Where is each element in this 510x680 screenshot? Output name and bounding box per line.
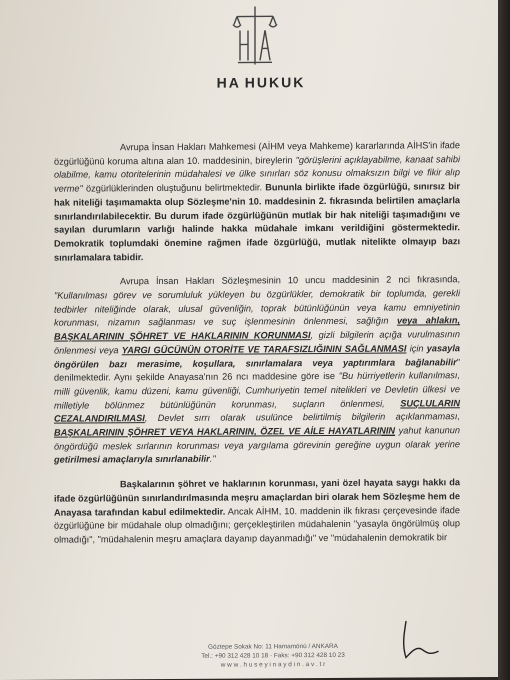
paragraph-2 <box>54 274 460 468</box>
emphasis-run: YARGI GÜCÜNÜN OTORİTE VE TARAFSIZLIĞININ SAĞLANMASI <box>121 343 407 356</box>
emphasis-run: SUÇLULARIN CEZALANDIRILMASI <box>54 397 460 425</box>
text-run: özgürlüklerinden oluştuğunu belirtmektedir. <box>82 182 266 194</box>
quote-run: yahut kanunun öngördüğü meslek sırlarının korunması veya yargılama görevinin gereğine uygun olarak yerine <box>54 425 460 452</box>
handwritten-signature-icon <box>392 615 452 663</box>
quote-run: , Devlet sırrı olarak usulünce belirtilmiş bilgilerin açıklanmaması, <box>144 411 460 424</box>
letterhead-footer <box>168 642 378 670</box>
bold-run: yasayla öngörülen bazı merasime, koşullara, sınırlamalara veya yaptırımlara bağlanabilir <box>54 343 460 370</box>
page-edge-shadow <box>498 0 510 680</box>
bold-run: Başkalarının şöhret ve haklarının korunması, yani özel hayata saygı hakkı da ifade özgürlüğünün sınırlandırılmasında meşru amaçlardan biri olarak hem Sözleşme hem de Anayasa tarafından kabul edilmektedir. <box>54 477 460 518</box>
brand-wordmark <box>196 74 326 91</box>
bold-run: getirilmesi amaçlarıyla sınırlanabilir <box>54 454 210 466</box>
text-run: Avrupa İnsan Hakları Mahkemesi (AİHM veya Mahkeme) kararlarında AİHS'in ifade özgürlüğünü koruma altına alan 10. maddesinin, bireylerin <box>54 140 460 167</box>
paragraph-3 <box>54 476 460 547</box>
document-body <box>54 139 460 558</box>
paragraph-1 <box>54 139 460 265</box>
text-run: " denilmektedir. Aynı şekilde Anayasa'nın 26 ncı maddesine göre ise <box>54 356 460 383</box>
brand-name-ha: HA <box>216 74 241 91</box>
quote-run: için <box>406 343 427 354</box>
quote-run: , gizli bilgilerin açığa vurulmasının önlenmesi veya <box>54 329 460 356</box>
quote-run: "Bu hürriyetlerin kullanılması, milli güvenlik, kamu düzeni, kamu güvenliği, Cumhuriyetin temel nitelikleri ve Devletin ülkesi ve milletiyle bölünmez bütünlüğünün korunması, suçların önlenmesi, <box>54 370 460 411</box>
scales-of-justice-logo-icon <box>232 4 278 66</box>
footer-website: w w w . h u s e y i n a y d i n . a v . t r <box>220 661 326 669</box>
text-run: Ancak AİHM, 10. maddenin ilk fıkrası çerçevesinde ifade özgürlüğüne bir müdahale olup olmadığını; gerçekleştirilen müdahalenin "yasayla öngörülmüş olup olmadığı", "müdahalenin meşru amaçlara dayanıp dayanmadığı" ve "müdahalenin demokratik bir <box>54 504 460 545</box>
text-run: Avrupa İnsan Hakları Sözleşmesinin 10 uncu maddesinin 2 nci fıkrasında, <box>120 274 460 287</box>
footer-address: Göztepe Sokak No: 11 Hamamönü / ANKARA <box>208 642 338 651</box>
quote-run: ." <box>209 454 216 465</box>
emphasis-run: veya ahlakın, BAŞKALARININ ŞÖHRET VE HAKLARININ KORUNMASI <box>54 315 461 342</box>
emphasis-run: BAŞKALARININ ŞÖHRET VEYA HAKLARININ, ÖZEL VE AİLE HAYATLARININ <box>54 425 396 438</box>
quote-run: "görüşlerini açıklayabilme, kanaat sahibi olabilme, kamu otoritelerinin müdahalesi ve ülke sınırları söz konusu olmaksızın bilgi ve fikir alıp verme" <box>54 153 460 194</box>
quote-run: "Kullanılması görev ve sorumluluk yükleyen bu özgürlükler, demokratik bir toplumda, gerekli tedbirler niteliğinde olarak, ulusal güvenliğin, toprak bütünlüğünün veya kamu emniyetinin korunması, nizamın sağlanması ve suç işlenmesinin önlenmesi, sağlığın <box>54 288 460 329</box>
brand-name-hukuk: HUKUK <box>244 74 306 91</box>
footer-phone: Tel.: +90 312 428 10 18 · Faks: +90 312 428 10 23 <box>201 651 345 660</box>
bold-run: Bununla birlikte ifade özgürlüğü, sınırsız bir hak niteliği taşımamakta olup Sözleşme'nin 10. maddesinin 2. fıkrasında belirtilen amaçlarla sınırlandırılabilecektir. Bu durum ifade özgürlüğünün mutlak bir hak niteliği taşımadığını ve sayılan durumların varlığı halinde hakka müdahale imkanı verildiğini göstermektedir. Demokratik toplumdaki önemine rağmen ifade özgürlüğü, mutlak nitelikte olmayıp bazı sınırlamalara tabidir. <box>54 181 460 263</box>
